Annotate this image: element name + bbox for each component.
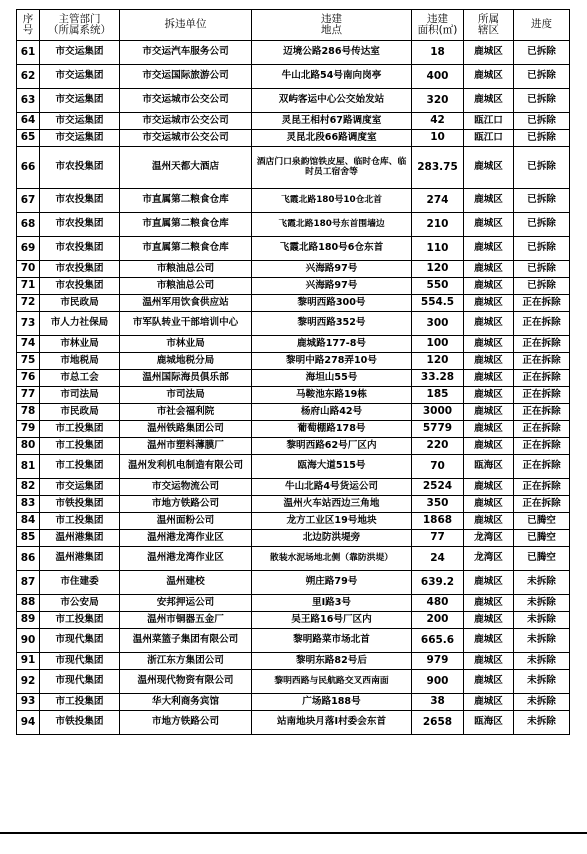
- table-row: [17, 496, 570, 513]
- table-row: [17, 370, 570, 387]
- table-row: [17, 513, 570, 530]
- header-district: 所属 辖区: [464, 10, 514, 41]
- cell-progress: 正在拆除: [514, 312, 570, 336]
- table-row: [17, 653, 570, 670]
- cell-unit: 市交运城市公交公司: [120, 113, 252, 130]
- cell-progress: 未拆除: [514, 612, 570, 629]
- cell-area: 283.75: [412, 147, 464, 189]
- cell-no: 61: [17, 41, 40, 65]
- cell-area: 639.2: [412, 571, 464, 595]
- cell-progress: 已拆除: [514, 130, 570, 147]
- cell-location: 龙方工业区19号地块: [252, 513, 412, 530]
- cell-unit: 市粮油总公司: [120, 278, 252, 295]
- cell-dept: 市地税局: [40, 353, 120, 370]
- cell-no: 75: [17, 353, 40, 370]
- cell-progress: 正在拆除: [514, 353, 570, 370]
- cell-area: 554.5: [412, 295, 464, 312]
- cell-area: 350: [412, 496, 464, 513]
- cell-location: 兴海路97号: [252, 261, 412, 278]
- cell-location: 鹿城路177-8号: [252, 336, 412, 353]
- cell-dept: 市农投集团: [40, 147, 120, 189]
- cell-dept: 市工投集团: [40, 612, 120, 629]
- table-row: [17, 387, 570, 404]
- cell-progress: 已拆除: [514, 65, 570, 89]
- cell-unit: 市地方铁路公司: [120, 496, 252, 513]
- cell-dept: 市工投集团: [40, 513, 120, 530]
- cell-unit: 温州港龙湾作业区: [120, 530, 252, 547]
- cell-location: 温州火车站西边三角地: [252, 496, 412, 513]
- cell-location: 飞霞北路180号10仓北首: [252, 189, 412, 213]
- cell-district: 鹿城区: [464, 670, 514, 694]
- cell-district: 瓯海区: [464, 711, 514, 735]
- cell-district: 鹿城区: [464, 513, 514, 530]
- cell-no: 71: [17, 278, 40, 295]
- cell-no: 90: [17, 629, 40, 653]
- cell-no: 84: [17, 513, 40, 530]
- cell-district: 鹿城区: [464, 147, 514, 189]
- cell-dept: 市农投集团: [40, 261, 120, 278]
- header-area: 违建 面积(㎡): [412, 10, 464, 41]
- cell-district: 鹿城区: [464, 612, 514, 629]
- cell-progress: 已腾空: [514, 547, 570, 571]
- cell-area: 5779: [412, 421, 464, 438]
- table-row: [17, 261, 570, 278]
- cell-progress: 已腾空: [514, 513, 570, 530]
- table-row: [17, 147, 570, 189]
- cell-location: 牛山北路4号货运公司: [252, 479, 412, 496]
- demolition-table: [16, 9, 570, 735]
- table-row: [17, 595, 570, 612]
- table-row: [17, 278, 570, 295]
- table-row: [17, 353, 570, 370]
- cell-unit: 市直属第二粮食仓库: [120, 237, 252, 261]
- cell-area: 33.28: [412, 370, 464, 387]
- table-row: [17, 479, 570, 496]
- cell-dept: 市交运集团: [40, 113, 120, 130]
- cell-unit: 华大利商务宾馆: [120, 694, 252, 711]
- cell-location: 马鞍池东路19栋: [252, 387, 412, 404]
- cell-area: 300: [412, 312, 464, 336]
- cell-dept: 市工投集团: [40, 421, 120, 438]
- cell-no: 87: [17, 571, 40, 595]
- cell-no: 68: [17, 213, 40, 237]
- cell-progress: 正在拆除: [514, 421, 570, 438]
- cell-progress: 正在拆除: [514, 455, 570, 479]
- cell-dept: 市交运集团: [40, 130, 120, 147]
- cell-dept: 市总工会: [40, 370, 120, 387]
- cell-progress: 已拆除: [514, 278, 570, 295]
- cell-no: 82: [17, 479, 40, 496]
- cell-district: 鹿城区: [464, 595, 514, 612]
- cell-district: 鹿城区: [464, 571, 514, 595]
- cell-district: 鹿城区: [464, 370, 514, 387]
- cell-unit: 市直属第二粮食仓库: [120, 189, 252, 213]
- cell-district: 鹿城区: [464, 278, 514, 295]
- cell-no: 70: [17, 261, 40, 278]
- header-row: [17, 10, 570, 41]
- cell-district: 鹿城区: [464, 237, 514, 261]
- cell-unit: 温州港龙湾作业区: [120, 547, 252, 571]
- cell-no: 89: [17, 612, 40, 629]
- cell-no: 76: [17, 370, 40, 387]
- cell-district: 瓯江口: [464, 130, 514, 147]
- cell-no: 94: [17, 711, 40, 735]
- cell-district: 鹿城区: [464, 261, 514, 278]
- cell-district: 鹿城区: [464, 479, 514, 496]
- cell-area: 100: [412, 336, 464, 353]
- cell-area: 18: [412, 41, 464, 65]
- cell-no: 67: [17, 189, 40, 213]
- cell-dept: 市现代集团: [40, 670, 120, 694]
- cell-location: 朔庄路79号: [252, 571, 412, 595]
- cell-progress: 正在拆除: [514, 387, 570, 404]
- header-progress: 进度: [514, 10, 570, 41]
- cell-area: 210: [412, 213, 464, 237]
- cell-progress: 正在拆除: [514, 496, 570, 513]
- cell-unit: 鹿城地税分局: [120, 353, 252, 370]
- cell-location: 黎明路菜市场北首: [252, 629, 412, 653]
- table-row: [17, 336, 570, 353]
- cell-area: 220: [412, 438, 464, 455]
- cell-unit: 市直属第二粮食仓库: [120, 213, 252, 237]
- cell-location: 杨府山路42号: [252, 404, 412, 421]
- cell-progress: 已拆除: [514, 261, 570, 278]
- cell-location: 飞霞北路180号东首围墙边: [252, 213, 412, 237]
- cell-area: 979: [412, 653, 464, 670]
- cell-district: 鹿城区: [464, 438, 514, 455]
- table-row: [17, 113, 570, 130]
- cell-area: 480: [412, 595, 464, 612]
- cell-location: 黎明西路62号厂区内: [252, 438, 412, 455]
- cell-unit: 市粮油总公司: [120, 261, 252, 278]
- cell-location: 黎明东路82号后: [252, 653, 412, 670]
- table-row: [17, 547, 570, 571]
- cell-progress: 已拆除: [514, 113, 570, 130]
- cell-area: 400: [412, 65, 464, 89]
- cell-dept: 市交运集团: [40, 65, 120, 89]
- cell-dept: 市民政局: [40, 295, 120, 312]
- table-row: [17, 295, 570, 312]
- cell-progress: 未拆除: [514, 595, 570, 612]
- cell-district: 鹿城区: [464, 312, 514, 336]
- cell-dept: 市交运集团: [40, 479, 120, 496]
- cell-progress: 已拆除: [514, 147, 570, 189]
- cell-no: 93: [17, 694, 40, 711]
- table-row: [17, 455, 570, 479]
- cell-district: 鹿城区: [464, 65, 514, 89]
- cell-location: 黎明西路与民航路交叉西南面: [252, 670, 412, 694]
- cell-no: 80: [17, 438, 40, 455]
- cell-unit: 温州国际海员俱乐部: [120, 370, 252, 387]
- cell-progress: 未拆除: [514, 629, 570, 653]
- cell-area: 1868: [412, 513, 464, 530]
- table-row: [17, 629, 570, 653]
- cell-no: 81: [17, 455, 40, 479]
- cell-dept: 市现代集团: [40, 629, 120, 653]
- cell-progress: 正在拆除: [514, 438, 570, 455]
- cell-district: 鹿城区: [464, 41, 514, 65]
- cell-district: 鹿城区: [464, 629, 514, 653]
- cell-area: 24: [412, 547, 464, 571]
- cell-unit: 市司法局: [120, 387, 252, 404]
- cell-area: 274: [412, 189, 464, 213]
- cell-district: 鹿城区: [464, 336, 514, 353]
- table-row: [17, 711, 570, 735]
- cell-unit: 温州建校: [120, 571, 252, 595]
- cell-progress: 正在拆除: [514, 404, 570, 421]
- cell-progress: 已拆除: [514, 41, 570, 65]
- cell-area: 70: [412, 455, 464, 479]
- cell-dept: 市农投集团: [40, 189, 120, 213]
- cell-area: 550: [412, 278, 464, 295]
- cell-unit: 温州菜篮子集团有限公司: [120, 629, 252, 653]
- cell-area: 2524: [412, 479, 464, 496]
- cell-unit: 市地方铁路公司: [120, 711, 252, 735]
- table-row: [17, 130, 570, 147]
- cell-unit: 安邦押运公司: [120, 595, 252, 612]
- cell-no: 83: [17, 496, 40, 513]
- cell-location: 酒店门口泉韵馆铁皮屋、临时仓库、临时员工宿舍等: [252, 147, 412, 189]
- cell-dept: 市铁投集团: [40, 496, 120, 513]
- cell-no: 72: [17, 295, 40, 312]
- cell-dept: 市农投集团: [40, 213, 120, 237]
- table-row: [17, 41, 570, 65]
- cell-location: 迈境公路286号传达室: [252, 41, 412, 65]
- cell-no: 65: [17, 130, 40, 147]
- table-row: [17, 694, 570, 711]
- cell-area: 110: [412, 237, 464, 261]
- cell-no: 66: [17, 147, 40, 189]
- cell-unit: 浙江东方集团公司: [120, 653, 252, 670]
- table-row: [17, 571, 570, 595]
- cell-location: 广场路188号: [252, 694, 412, 711]
- cell-area: 77: [412, 530, 464, 547]
- cell-location: 兴海路97号: [252, 278, 412, 295]
- cell-area: 120: [412, 353, 464, 370]
- cell-location: 牛山北路54号南向岗亭: [252, 65, 412, 89]
- cell-district: 鹿城区: [464, 89, 514, 113]
- cell-dept: 市民政局: [40, 404, 120, 421]
- cell-location: 站南地块月落Ⅰ村委会东首: [252, 711, 412, 735]
- table-row: [17, 670, 570, 694]
- header-no: 序 号: [17, 10, 40, 41]
- header-dept: 主管部门 （所属系统）: [40, 10, 120, 41]
- cell-no: 64: [17, 113, 40, 130]
- table-row: [17, 612, 570, 629]
- cell-district: 鹿城区: [464, 421, 514, 438]
- cell-no: 78: [17, 404, 40, 421]
- cell-unit: 市交运城市公交公司: [120, 89, 252, 113]
- cell-area: 900: [412, 670, 464, 694]
- cell-progress: 未拆除: [514, 694, 570, 711]
- cell-location: 黎明西路352号: [252, 312, 412, 336]
- table-row: [17, 530, 570, 547]
- cell-location: 瓯海大道515号: [252, 455, 412, 479]
- cell-district: 鹿城区: [464, 295, 514, 312]
- cell-dept: 市现代集团: [40, 653, 120, 670]
- cell-area: 185: [412, 387, 464, 404]
- cell-unit: 市林业局: [120, 336, 252, 353]
- cell-location: 散装水泥场地北侧（靠防洪堤）: [252, 547, 412, 571]
- cell-district: 龙湾区: [464, 530, 514, 547]
- cell-location: 海坦山55号: [252, 370, 412, 387]
- cell-unit: 市交运国际旅游公司: [120, 65, 252, 89]
- cell-dept: 市公安局: [40, 595, 120, 612]
- cell-area: 120: [412, 261, 464, 278]
- cell-location: 里Ⅰ路3号: [252, 595, 412, 612]
- cell-location: 双屿客运中心公交始发站: [252, 89, 412, 113]
- cell-no: 92: [17, 670, 40, 694]
- cell-unit: 温州现代物资有限公司: [120, 670, 252, 694]
- cell-location: 黎明西路300号: [252, 295, 412, 312]
- cell-progress: 已腾空: [514, 530, 570, 547]
- cell-location: 灵昆北段66路调度室: [252, 130, 412, 147]
- cell-area: 38: [412, 694, 464, 711]
- cell-dept: 市工投集团: [40, 455, 120, 479]
- cell-area: 320: [412, 89, 464, 113]
- cell-area: 200: [412, 612, 464, 629]
- cell-district: 鹿城区: [464, 387, 514, 404]
- cell-progress: 正在拆除: [514, 336, 570, 353]
- cell-progress: 已拆除: [514, 189, 570, 213]
- cell-dept: 市司法局: [40, 387, 120, 404]
- cell-district: 鹿城区: [464, 189, 514, 213]
- cell-progress: 正在拆除: [514, 370, 570, 387]
- cell-unit: 温州面粉公司: [120, 513, 252, 530]
- cell-unit: 市交运城市公交公司: [120, 130, 252, 147]
- cell-no: 88: [17, 595, 40, 612]
- cell-area: 2658: [412, 711, 464, 735]
- cell-progress: 已拆除: [514, 213, 570, 237]
- cell-progress: 正在拆除: [514, 479, 570, 496]
- cell-dept: 市农投集团: [40, 237, 120, 261]
- cell-district: 瓯江口: [464, 113, 514, 130]
- cell-dept: 市铁投集团: [40, 711, 120, 735]
- cell-location: 灵昆王相村67路调度室: [252, 113, 412, 130]
- table-row: [17, 65, 570, 89]
- cell-dept: 市住建委: [40, 571, 120, 595]
- cell-no: 86: [17, 547, 40, 571]
- cell-progress: 已拆除: [514, 237, 570, 261]
- bottom-rule: [0, 832, 587, 834]
- cell-district: 鹿城区: [464, 353, 514, 370]
- cell-unit: 温州发利机电制造有限公司: [120, 455, 252, 479]
- cell-progress: 未拆除: [514, 571, 570, 595]
- cell-unit: 温州天都大酒店: [120, 147, 252, 189]
- cell-no: 73: [17, 312, 40, 336]
- cell-no: 74: [17, 336, 40, 353]
- cell-no: 63: [17, 89, 40, 113]
- cell-no: 79: [17, 421, 40, 438]
- cell-unit: 市交运汽车服务公司: [120, 41, 252, 65]
- cell-unit: 市交运物流公司: [120, 479, 252, 496]
- cell-district: 龙湾区: [464, 547, 514, 571]
- cell-unit: 市社会福利院: [120, 404, 252, 421]
- cell-unit: 市军队转业干部培训中心: [120, 312, 252, 336]
- cell-progress: 未拆除: [514, 653, 570, 670]
- table-row: [17, 438, 570, 455]
- cell-unit: 温州铁路集团公司: [120, 421, 252, 438]
- cell-dept: 市农投集团: [40, 278, 120, 295]
- cell-location: 飞霞北路180号6仓东首: [252, 237, 412, 261]
- table-row: [17, 89, 570, 113]
- cell-unit: 温州市塑料薄膜厂: [120, 438, 252, 455]
- cell-dept: 温州港集团: [40, 547, 120, 571]
- cell-progress: 正在拆除: [514, 295, 570, 312]
- cell-no: 91: [17, 653, 40, 670]
- cell-area: 42: [412, 113, 464, 130]
- table-row: [17, 312, 570, 336]
- table-row: [17, 237, 570, 261]
- cell-dept: 市交运集团: [40, 89, 120, 113]
- cell-dept: 市人力社保局: [40, 312, 120, 336]
- cell-dept: 温州港集团: [40, 530, 120, 547]
- cell-location: 葡萄棚路178号: [252, 421, 412, 438]
- cell-no: 69: [17, 237, 40, 261]
- cell-dept: 市工投集团: [40, 694, 120, 711]
- table-row: [17, 421, 570, 438]
- table-row: [17, 213, 570, 237]
- cell-location: 北边防洪堤旁: [252, 530, 412, 547]
- cell-unit: 温州军用饮食供应站: [120, 295, 252, 312]
- cell-area: 10: [412, 130, 464, 147]
- cell-progress: 未拆除: [514, 711, 570, 735]
- cell-progress: 已拆除: [514, 89, 570, 113]
- cell-unit: 温州市铜器五金厂: [120, 612, 252, 629]
- cell-dept: 市交运集团: [40, 41, 120, 65]
- cell-district: 鹿城区: [464, 404, 514, 421]
- cell-area: 665.6: [412, 629, 464, 653]
- cell-district: 鹿城区: [464, 213, 514, 237]
- cell-area: 3000: [412, 404, 464, 421]
- table-row: [17, 189, 570, 213]
- cell-district: 鹿城区: [464, 653, 514, 670]
- cell-progress: 未拆除: [514, 670, 570, 694]
- cell-dept: 市林业局: [40, 336, 120, 353]
- table-row: [17, 404, 570, 421]
- cell-location: 吴王路16号厂区内: [252, 612, 412, 629]
- cell-no: 77: [17, 387, 40, 404]
- cell-location: 黎明中路278弄10号: [252, 353, 412, 370]
- header-location: 违建 地点: [252, 10, 412, 41]
- cell-no: 85: [17, 530, 40, 547]
- cell-district: 鹿城区: [464, 496, 514, 513]
- cell-no: 62: [17, 65, 40, 89]
- cell-district: 瓯海区: [464, 455, 514, 479]
- header-unit: 拆违单位: [120, 10, 252, 41]
- cell-district: 鹿城区: [464, 694, 514, 711]
- cell-dept: 市工投集团: [40, 438, 120, 455]
